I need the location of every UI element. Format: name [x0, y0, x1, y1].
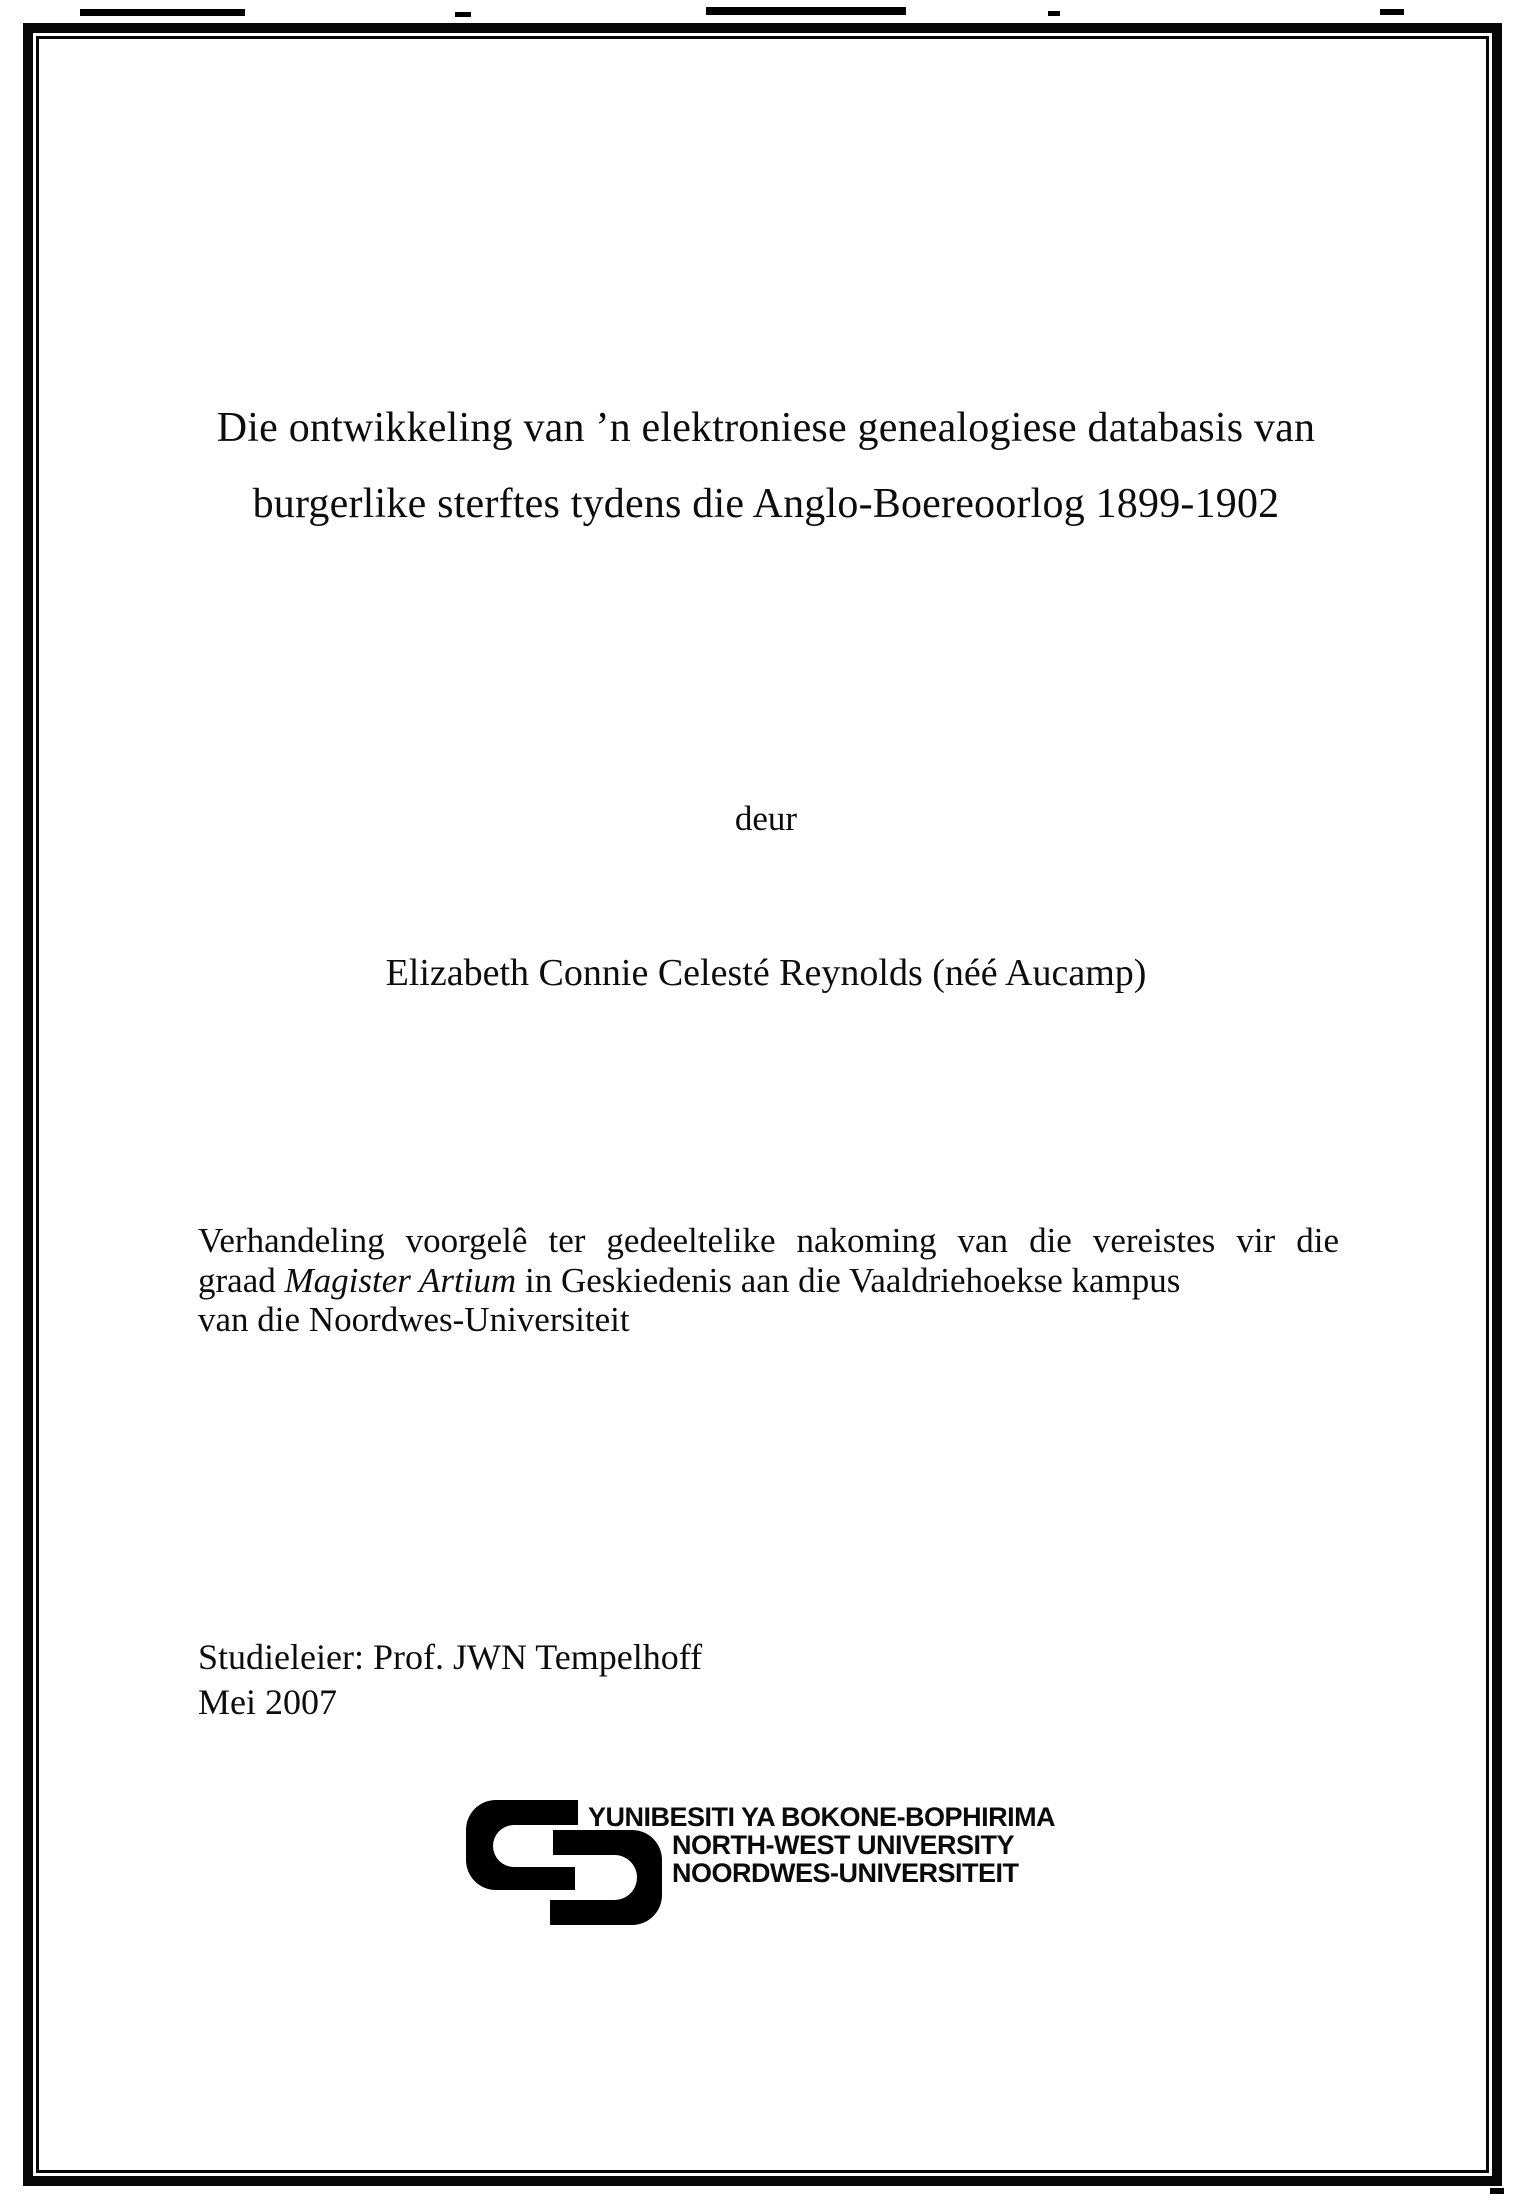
statement-degree-name: Magister Artium [284, 1260, 517, 1300]
thesis-title-line-2: burgerlike sterftes tydens die Anglo-Boereoorlog 1899-1902 [252, 481, 1280, 527]
date-line: Mei 2007 [198, 1682, 337, 1722]
degree-statement [198, 1221, 1339, 1340]
logo-line-afrikaans: NOORDWES-UNIVERSITEIT [672, 1858, 1019, 1888]
statement-line-2 [198, 1261, 1339, 1301]
logo-line-setswana: YUNIBESITI YA BOKONE-BOPHIRIMA [588, 1802, 1056, 1832]
logo-wordmark [588, 1803, 1055, 1887]
thesis-title [193, 390, 1339, 542]
scan-artifact [80, 9, 245, 16]
scan-artifact [1490, 2188, 1504, 2194]
scan-artifact [706, 7, 906, 15]
statement-line-2-pre: graad [198, 1260, 285, 1300]
supervisor-line: Studieleier: Prof. JWN Tempelhoff [198, 1637, 703, 1677]
statement-line-1: Verhandeling voorgelê ter gedeeltelike nakoming van die vereistes vir die [198, 1221, 1339, 1260]
scan-artifact [455, 12, 471, 17]
logo-line-english: NORTH-WEST UNIVERSITY [672, 1830, 1015, 1860]
statement-line-2-post: in Geskiedenis aan die Vaaldriehoekse kampus [516, 1260, 1181, 1300]
thesis-title-line-1: Die ontwikkeling van ’n elektroniese genealogiese databasis van [216, 405, 1316, 451]
supervisor-block [198, 1635, 702, 1725]
scan-artifact [1380, 9, 1404, 15]
university-logo [463, 1797, 1063, 1932]
statement-line-3: van die Noordwes-Universiteit [198, 1300, 630, 1339]
author-name: Elizabeth Connie Celesté Reynolds (néé Aucamp) [385, 952, 1147, 994]
byline-label: deur [734, 799, 798, 838]
scan-artifact [1048, 11, 1060, 16]
